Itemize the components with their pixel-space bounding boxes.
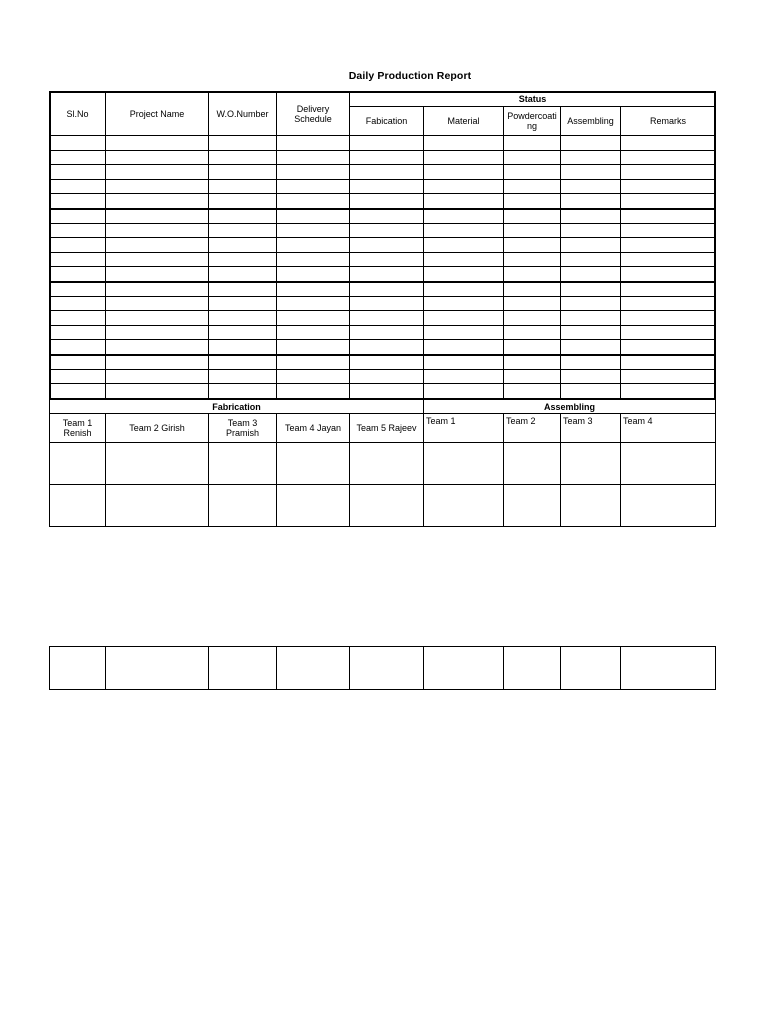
grid-line (49, 310, 716, 311)
grid-line (49, 646, 50, 690)
header-status: Status (518, 94, 547, 104)
grid-line (349, 91, 350, 399)
grid-line (349, 106, 716, 107)
grid-line (49, 339, 716, 340)
grid-line (49, 413, 716, 414)
grid-line (49, 399, 50, 527)
grid-line (49, 91, 716, 93)
grid-line (423, 646, 424, 690)
fabrication-team-4: Team 4 Jayan (284, 423, 342, 433)
grid-line (49, 266, 716, 267)
grid-line (560, 413, 561, 527)
grid-line (49, 91, 51, 399)
grid-line (208, 91, 209, 399)
grid-line (49, 689, 716, 690)
grid-line (105, 413, 106, 527)
header-fabication: Fabication (365, 116, 408, 126)
grid-line (49, 526, 716, 527)
grid-line (49, 237, 716, 238)
grid-line (208, 646, 209, 690)
grid-line (49, 179, 716, 180)
grid-line (503, 646, 504, 690)
header-remarks: Remarks (649, 116, 686, 126)
grid-line (349, 646, 350, 690)
grid-line (49, 164, 716, 165)
grid-line (715, 646, 716, 690)
grid-line (49, 369, 716, 370)
grid-line (49, 484, 716, 485)
grid-line (49, 442, 716, 443)
grid-line (49, 296, 716, 297)
grid-line (276, 646, 277, 690)
grid-line (49, 223, 716, 224)
production-report-table (49, 91, 716, 527)
section-fabrication: Fabrication (212, 401, 261, 412)
grid-line (349, 413, 350, 527)
header-sl-no: Sl.No (66, 109, 89, 119)
grid-line (560, 106, 561, 399)
grid-line (105, 646, 106, 690)
header-delivery-schedule: Delivery Schedule (294, 104, 332, 124)
grid-line (49, 383, 716, 384)
grid-line (423, 106, 424, 399)
assembling-team-4: Team 4 (623, 416, 653, 426)
grid-line (423, 399, 424, 527)
grid-line (276, 91, 277, 399)
grid-line (503, 413, 504, 527)
grid-line (620, 646, 621, 690)
empty-summary-row (49, 646, 716, 690)
grid-line (620, 413, 621, 527)
header-assembling: Assembling (567, 116, 614, 126)
grid-line (49, 252, 716, 253)
grid-line (49, 135, 716, 136)
header-wo-number: W.O.Number (216, 109, 269, 119)
fabrication-team-1: Team 1 Renish (62, 418, 93, 438)
grid-line (49, 325, 716, 326)
grid-line (49, 398, 716, 400)
assembling-team-3: Team 3 (563, 416, 593, 426)
assembling-team-1: Team 1 (426, 416, 456, 426)
grid-line (49, 193, 716, 194)
grid-line (49, 281, 716, 283)
section-assembling: Assembling (543, 401, 595, 412)
fabrication-team-5: Team 5 Rajeev (356, 423, 417, 433)
grid-line (49, 208, 716, 210)
grid-line (620, 106, 621, 399)
header-material: Material (447, 116, 480, 126)
grid-line (714, 91, 716, 399)
grid-line (503, 106, 504, 399)
fabrication-team-2: Team 2 Girish (129, 423, 185, 433)
grid-line (715, 399, 716, 527)
fabrication-team-3: Team 3 Pramish (225, 418, 259, 438)
grid-line (49, 354, 716, 356)
grid-line (208, 413, 209, 527)
grid-line (105, 91, 106, 399)
header-project-name: Project Name (129, 109, 185, 119)
grid-line (49, 150, 716, 151)
assembling-team-2: Team 2 (506, 416, 536, 426)
grid-line (49, 646, 716, 647)
header-powdercoating: Powdercoati ng (507, 111, 557, 131)
grid-line (276, 413, 277, 527)
grid-line (560, 646, 561, 690)
report-title: Daily Production Report (348, 70, 472, 82)
